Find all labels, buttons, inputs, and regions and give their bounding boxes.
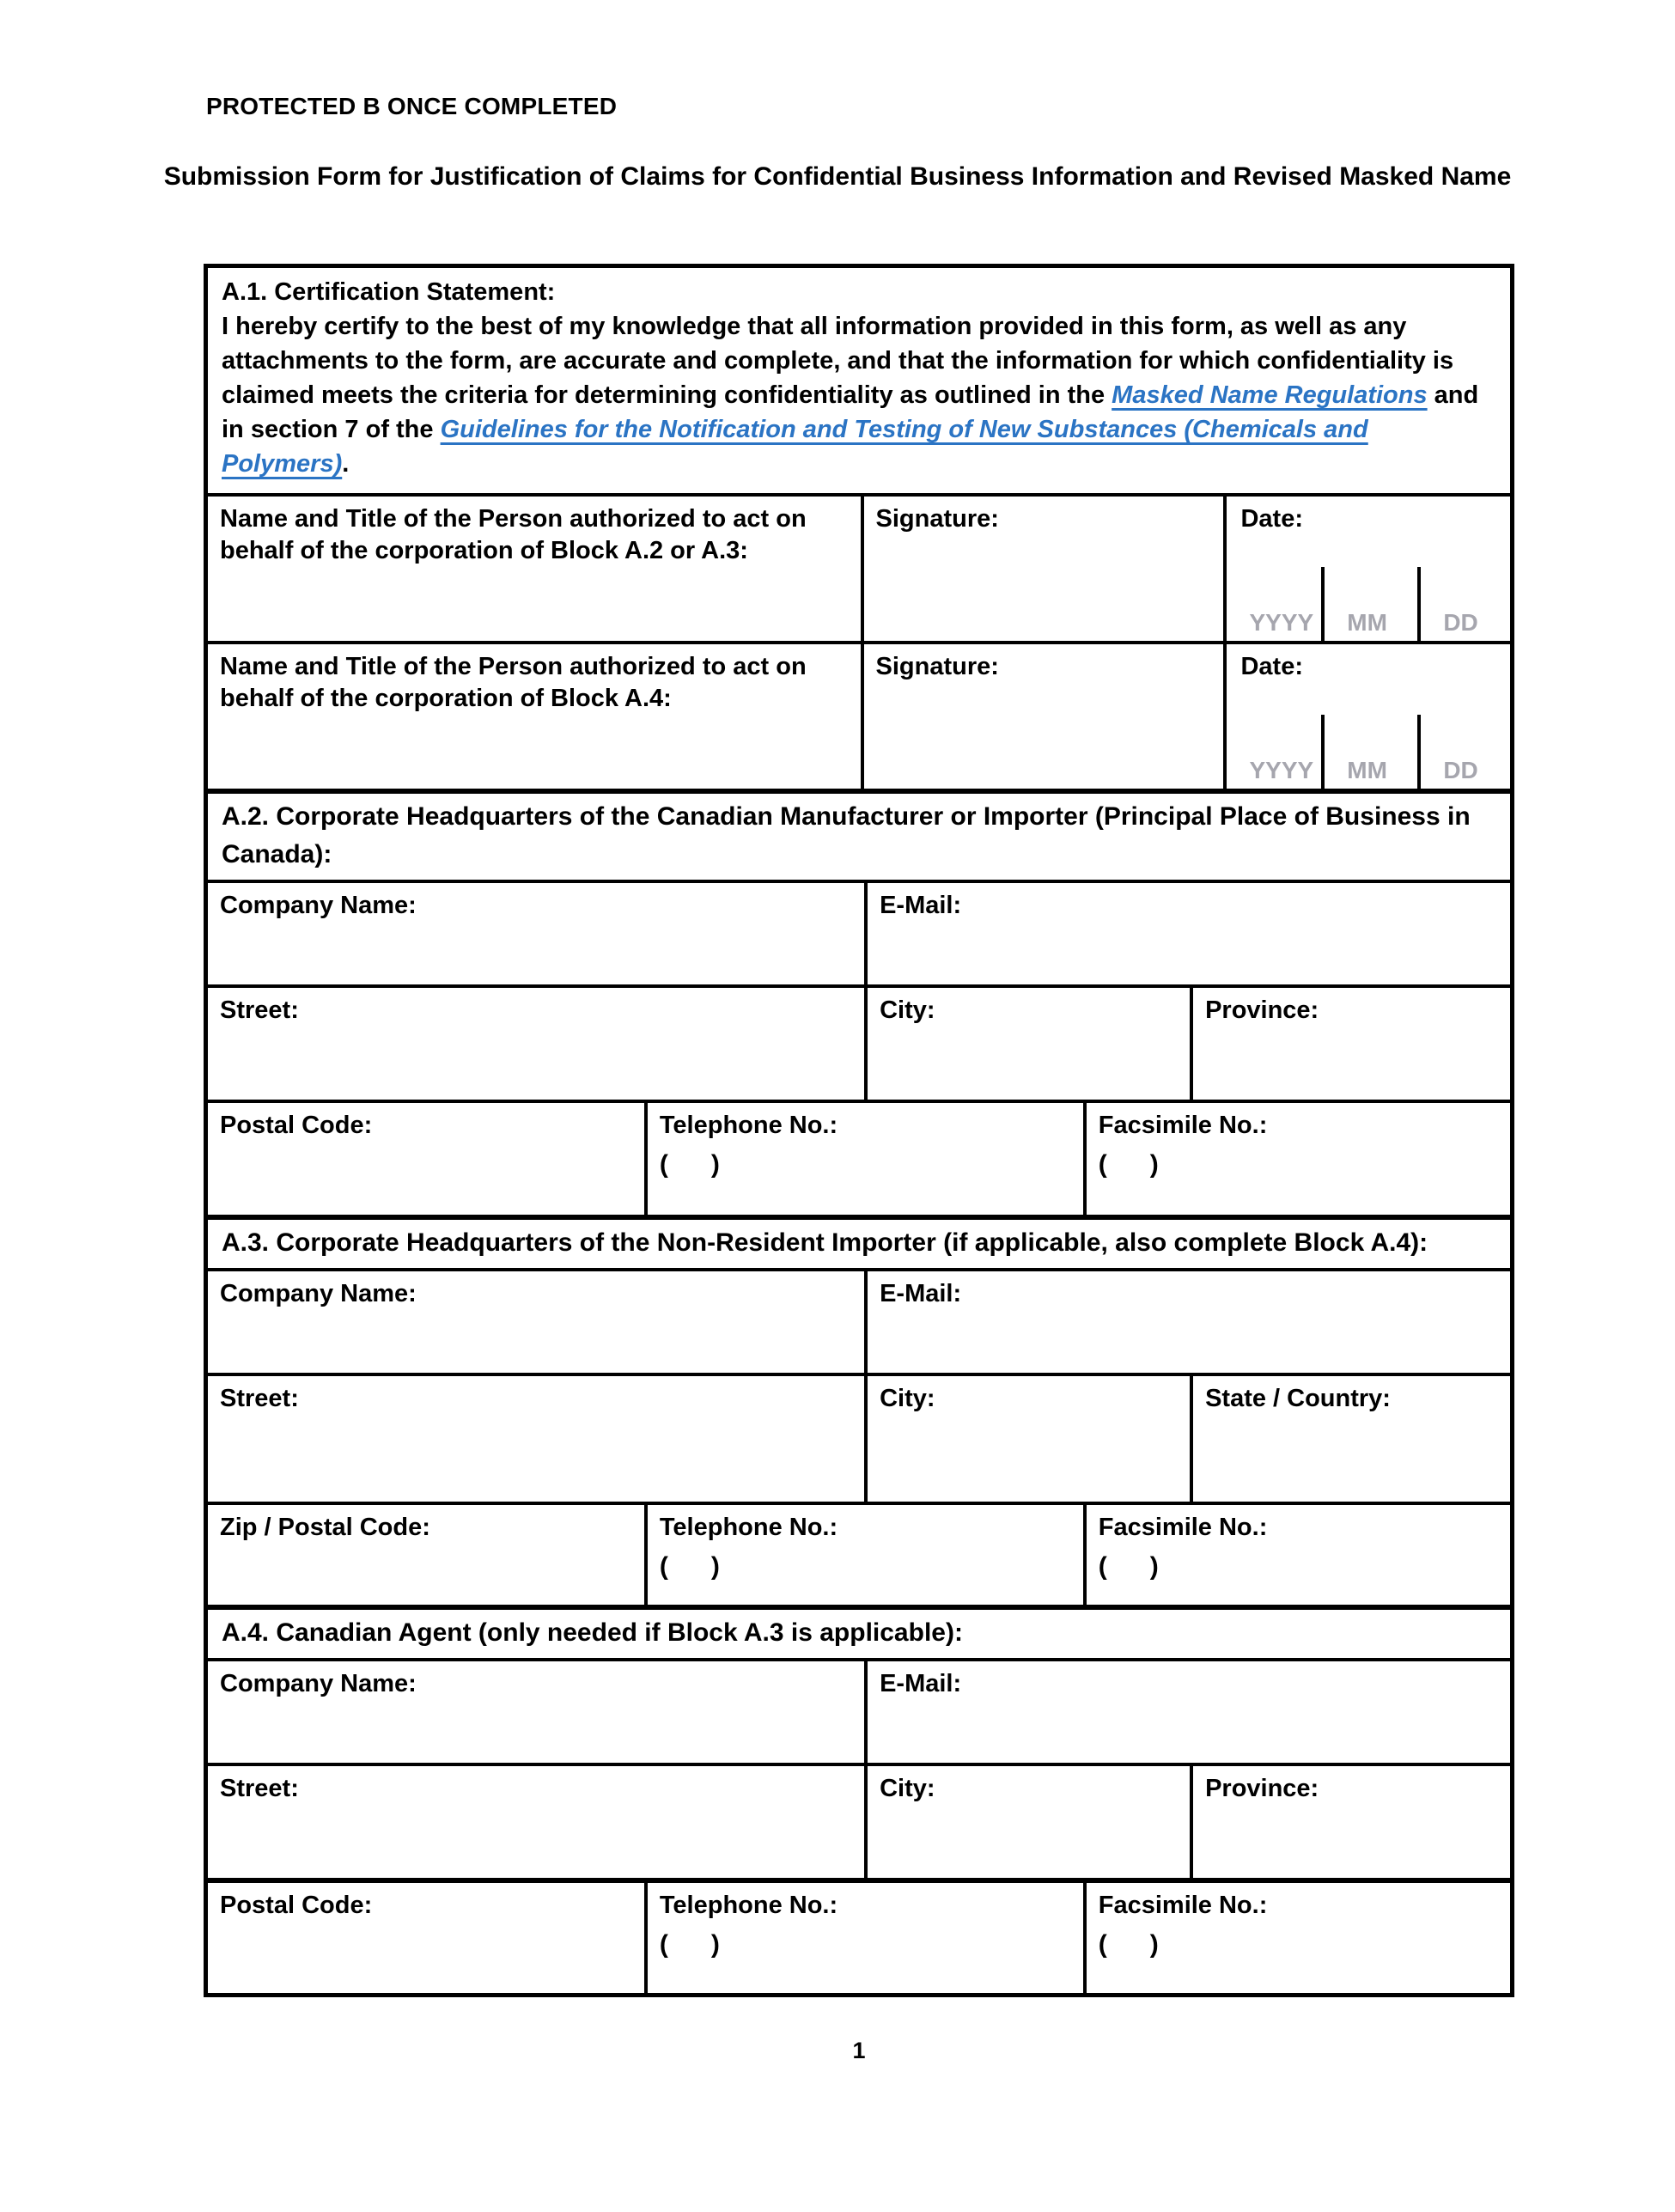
a4-city-field[interactable] — [864, 1766, 1190, 1878]
field-label: Street: — [220, 1775, 299, 1802]
a4-street-field[interactable] — [208, 1766, 864, 1878]
a1-statement-text: . — [342, 450, 350, 478]
a2-telephone-field[interactable] — [644, 1103, 1083, 1215]
area-code-parentheses: ( ) — [1098, 1930, 1159, 1959]
page-number: 1 — [852, 2038, 866, 2063]
form-table — [204, 264, 1514, 1997]
a2-city-field[interactable] — [864, 988, 1190, 1100]
date-day-field[interactable] — [1417, 715, 1510, 789]
day-placeholder: DD — [1443, 757, 1478, 783]
field-label: City: — [880, 1775, 935, 1802]
a3-state-country-field[interactable] — [1190, 1376, 1510, 1502]
field-label: Telephone No.: — [659, 1892, 838, 1919]
date-a2-a3-field[interactable] — [1223, 497, 1510, 641]
field-label: Street: — [220, 1385, 299, 1412]
a4-facsimile-field[interactable] — [1083, 1883, 1510, 1993]
area-code-parentheses: ( ) — [659, 1930, 720, 1959]
a4-company-name-field[interactable] — [208, 1661, 864, 1763]
new-substances-guidelines-link[interactable]: Guidelines for the Notification and Testing of New Substances (Chemicals and Polymers) — [222, 416, 1368, 478]
date-year-field[interactable] — [1227, 715, 1321, 789]
field-label: Name and Title of the Person authorized to act on behalf of the corporation of Block A.2 or A.3: — [220, 505, 807, 564]
a2-street-city-province-row — [208, 984, 1510, 1100]
date-parts-grid — [1227, 715, 1510, 789]
authorized-person-a4-field[interactable] — [208, 644, 861, 789]
year-placeholder: YYYY — [1249, 609, 1314, 636]
a3-city-field[interactable] — [864, 1376, 1190, 1502]
field-label: City: — [880, 996, 935, 1024]
day-placeholder: DD — [1443, 609, 1478, 636]
field-label: Company Name: — [220, 1670, 417, 1697]
field-label: Signature: — [875, 505, 999, 533]
date-month-field[interactable] — [1321, 567, 1417, 641]
month-placeholder: MM — [1347, 757, 1387, 783]
field-label: Date: — [1240, 653, 1303, 680]
field-label: Zip / Postal Code: — [220, 1514, 430, 1541]
field-label: Company Name: — [220, 892, 417, 919]
area-code-parentheses: ( ) — [659, 1552, 720, 1581]
a4-telephone-field[interactable] — [644, 1883, 1083, 1993]
signature-row-a4 — [208, 641, 1510, 789]
field-label: Province: — [1205, 996, 1319, 1024]
a1-statement-text: and in section 7 of the — [222, 381, 1479, 443]
a4-province-field[interactable] — [1190, 1766, 1510, 1878]
month-placeholder: MM — [1347, 609, 1387, 636]
a2-email-field[interactable] — [864, 883, 1510, 984]
date-day-field[interactable] — [1417, 567, 1510, 641]
a2-postal-code-field[interactable] — [208, 1103, 644, 1215]
field-label: Facsimile No.: — [1098, 1514, 1268, 1541]
a4-company-email-row — [208, 1658, 1510, 1763]
field-label: Facsimile No.: — [1098, 1892, 1268, 1919]
date-year-field[interactable] — [1227, 567, 1321, 641]
a4-postal-phone-fax-row — [208, 1878, 1510, 1993]
field-label: Telephone No.: — [659, 1112, 838, 1139]
a2-street-field[interactable] — [208, 988, 864, 1100]
date-month-field[interactable] — [1321, 715, 1417, 789]
masked-name-regulations-link[interactable]: Masked Name Regulations — [1112, 381, 1428, 409]
field-label: E-Mail: — [880, 1280, 962, 1307]
a4-street-city-province-row — [208, 1763, 1510, 1878]
field-label: City: — [880, 1385, 935, 1412]
area-code-parentheses: ( ) — [1098, 1552, 1159, 1581]
field-label: Postal Code: — [220, 1892, 373, 1919]
a3-street-field[interactable] — [208, 1376, 864, 1502]
area-code-parentheses: ( ) — [1098, 1150, 1159, 1179]
a3-zip-phone-fax-row — [208, 1502, 1510, 1605]
field-label: Street: — [220, 996, 299, 1024]
field-label: Name and Title of the Person authorized to act on behalf of the corporation of Block A.4: — [220, 653, 807, 712]
signature-a4-field[interactable] — [861, 644, 1224, 789]
signature-row-a2-a3 — [208, 493, 1510, 641]
a2-company-name-field[interactable] — [208, 883, 864, 984]
field-label: Province: — [1205, 1775, 1319, 1802]
a4-email-field[interactable] — [864, 1661, 1510, 1763]
area-code-parentheses: ( ) — [659, 1150, 720, 1179]
field-label: Company Name: — [220, 1280, 417, 1307]
field-label: State / Country: — [1205, 1385, 1391, 1412]
date-parts-grid — [1227, 567, 1510, 641]
signature-a2-a3-field[interactable] — [861, 497, 1224, 641]
a1-certification-block — [208, 268, 1510, 493]
a3-section-heading: A.3. Corporate Headquarters of the Non-Resident Importer (if applicable, also complete Block A.4): — [208, 1215, 1510, 1268]
a4-postal-code-field[interactable] — [208, 1883, 644, 1993]
field-label: E-Mail: — [880, 1670, 962, 1697]
field-label: E-Mail: — [880, 892, 962, 919]
field-label: Postal Code: — [220, 1112, 373, 1139]
a2-company-email-row — [208, 880, 1510, 984]
form-title: Submission Form for Justification of Claims for Confidential Business Information and Revised Masked Name — [163, 162, 1512, 191]
field-label: Telephone No.: — [659, 1514, 838, 1541]
a3-company-name-field[interactable] — [208, 1271, 864, 1373]
a3-email-field[interactable] — [864, 1271, 1510, 1373]
year-placeholder: YYYY — [1249, 757, 1314, 783]
authorized-person-a2-a3-field[interactable] — [208, 497, 861, 641]
a3-company-email-row — [208, 1268, 1510, 1373]
protected-classification-label: PROTECTED B ONCE COMPLETED — [206, 93, 618, 119]
a2-province-field[interactable] — [1190, 988, 1510, 1100]
a3-telephone-field[interactable] — [644, 1505, 1083, 1605]
a2-facsimile-field[interactable] — [1083, 1103, 1510, 1215]
a3-zip-postal-code-field[interactable] — [208, 1505, 644, 1605]
a3-facsimile-field[interactable] — [1083, 1505, 1510, 1605]
field-label: Date: — [1240, 505, 1303, 533]
a3-street-city-state-row — [208, 1373, 1510, 1502]
field-label: Signature: — [875, 653, 999, 680]
a1-statement-text: I hereby certify to the best of my knowledge that all information provided in this form, as well as any attachments to the form, are accurate and complete, and that the information for which confidentiality is claimed meets the criteria for determining confidentiality as outlined in the — [222, 313, 1454, 409]
field-label: Facsimile No.: — [1098, 1112, 1268, 1139]
a4-section-heading: A.4. Canadian Agent (only needed if Block A.3 is applicable): — [208, 1605, 1510, 1658]
date-a4-field[interactable] — [1223, 644, 1510, 789]
a1-section-heading: A.1. Certification Statement: — [222, 278, 556, 306]
a2-section-heading: A.2. Corporate Headquarters of the Canadian Manufacturer or Importer (Principal Place of Business in Canada): — [208, 789, 1510, 880]
a2-postal-phone-fax-row — [208, 1100, 1510, 1215]
